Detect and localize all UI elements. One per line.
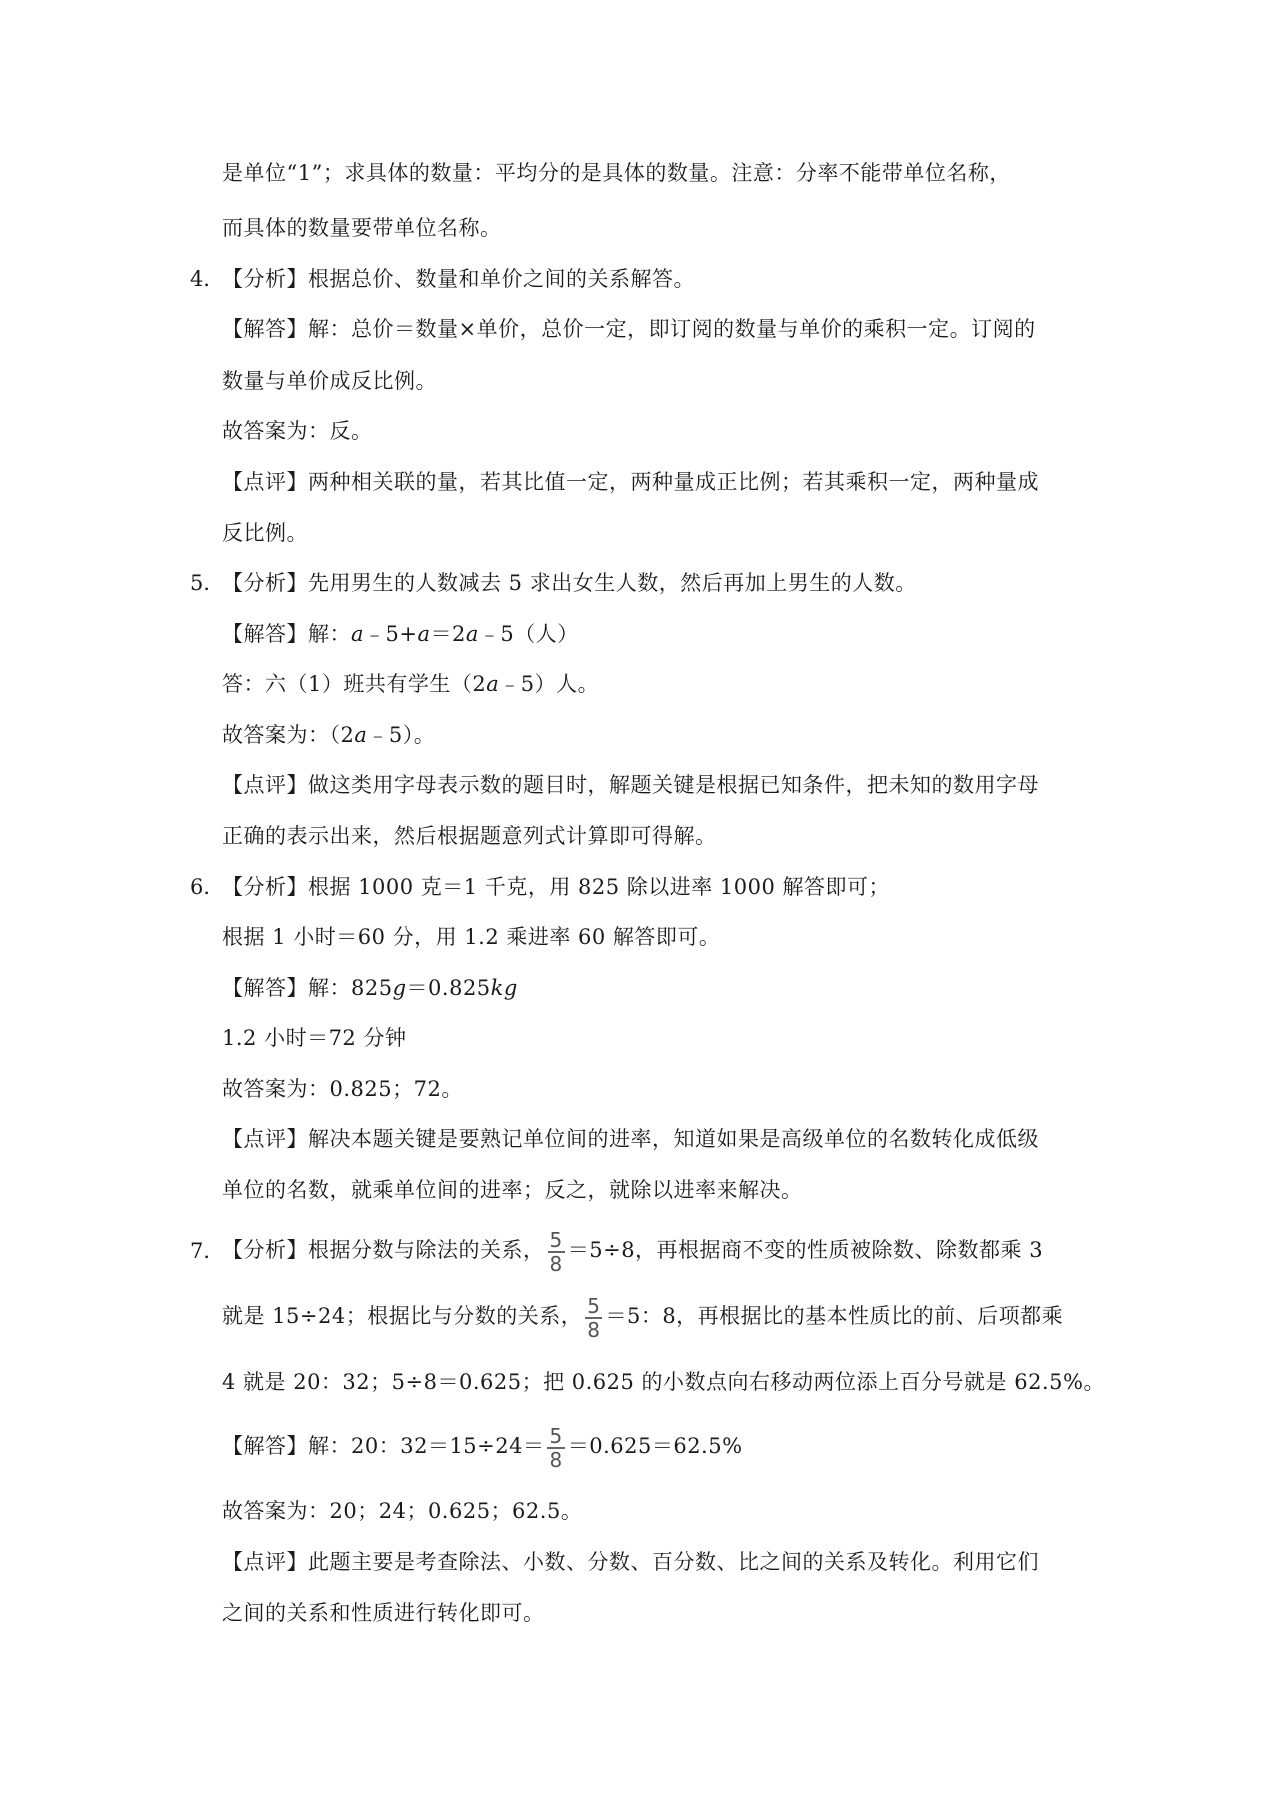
q6-unit-kg: kg	[490, 976, 518, 1000]
q5-answer-end: ﹣5（人）	[478, 622, 579, 646]
q4-number: 4．	[190, 267, 225, 291]
intro-line-1: 是单位“1”；求具体的数量：平均分的是具体的数量。注意：分率不能带单位名称，	[222, 161, 1011, 185]
q7-result: 故答案为：20；24；0.625；62.5。	[222, 1499, 583, 1523]
q7-answer-prefix: 【解答】解：20：32＝15÷24＝	[222, 1434, 545, 1458]
q7-analysis-prefix: 【分析】根据分数与除法的关系，	[222, 1238, 545, 1262]
q5-answer-mid-2: ＝2	[430, 622, 466, 646]
intro-line-2: 而具体的数量要带单位名称。	[222, 216, 502, 240]
q5-answer-mid-1: ﹣5+	[364, 622, 418, 646]
q6-answer-prefix: 【解答】解：825	[222, 976, 393, 1000]
fraction-numerator: 5	[549, 1227, 563, 1252]
q7-analysis2-prefix: 就是 15÷24；根据比与分数的关系，	[222, 1304, 583, 1328]
q4-answer-line-2: 数量与单价成反比例。	[222, 369, 437, 393]
q4-analysis: 【分析】根据总价、数量和单价之间的关系解答。	[222, 267, 695, 291]
q5-reply	[222, 669, 599, 699]
fraction-denominator: 8	[549, 1447, 563, 1472]
q5-number: 5．	[190, 571, 225, 595]
q5-reply-end: ﹣5）人。	[499, 672, 600, 696]
fraction-denominator: 8	[549, 1251, 563, 1276]
q7-analysis-suffix: ＝5÷8，再根据商不变的性质被除数、除数都乘 3	[567, 1238, 1044, 1262]
fraction-denominator: 8	[587, 1317, 601, 1342]
q5-comment-line-2: 正确的表示出来，然后根据题意列式计算即可得解。	[222, 824, 717, 848]
q5-var-a: a	[486, 672, 500, 696]
q5-result-prefix: 故答案为：（2	[222, 723, 355, 747]
q6-analysis-line-2: 根据 1 小时＝60 分，用 1.2 乘进率 60 解答即可。	[222, 925, 721, 949]
fraction-numerator: 5	[549, 1423, 563, 1448]
q5-result	[222, 720, 435, 750]
q7-analysis-line-2	[222, 1290, 1063, 1342]
q4-comment-line-1: 【点评】两种相关联的量，若其比值一定，两种量成正比例；若其乘积一定，两种量成	[222, 470, 1039, 494]
q7-comment-line-1: 【点评】此题主要是考查除法、小数、分数、百分数、比之间的关系及转化。利用它们	[222, 1550, 1039, 1574]
q5-var-a: a	[465, 622, 479, 646]
q5-reply-prefix: 答：六（1）班共有学生（2	[222, 672, 487, 696]
q7-analysis2-suffix: ＝5：8，再根据比的基本性质比的前、后项都乘	[605, 1304, 1064, 1328]
q6-answer-line-2: 1.2 小时＝72 分钟	[222, 1026, 407, 1050]
fraction-numerator: 5	[587, 1293, 601, 1318]
q5-var-a: a	[354, 723, 368, 747]
q7-answer	[222, 1420, 743, 1472]
q5-analysis: 【分析】先用男生的人数减去 5 求出女生人数，然后再加上男生的人数。	[222, 571, 917, 595]
q7-answer-suffix: ＝0.625＝62.5%	[567, 1434, 743, 1458]
q4-result: 故答案为：反。	[222, 419, 373, 443]
q6-unit-g: g	[392, 976, 407, 1000]
q5-var-a: a	[351, 622, 365, 646]
fraction-five-eighths	[547, 1425, 564, 1471]
q7-comment-line-2: 之间的关系和性质进行转化即可。	[222, 1601, 545, 1625]
fraction-five-eighths	[585, 1295, 602, 1341]
q7-analysis-line-3: 4 就是 20：32；5÷8＝0.625；把 0.625 的小数点向右移动两位添上百分号就是 62.5%。	[222, 1370, 1105, 1394]
q5-answer	[222, 619, 579, 649]
q6-result: 故答案为：0.825；72。	[222, 1077, 463, 1101]
q4-comment-line-2: 反比例。	[222, 521, 308, 545]
q6-analysis: 【分析】根据 1000 克＝1 千克，用 825 除以进率 1000 解答即可；	[222, 875, 891, 899]
q5-answer-prefix: 【解答】解：	[222, 622, 351, 646]
q7-analysis-line-1	[222, 1224, 1043, 1276]
q5-var-a: a	[417, 622, 431, 646]
q5-result-end: ﹣5）。	[367, 723, 436, 747]
q6-answer-mid: ＝0.825	[406, 976, 491, 1000]
q6-number: 6．	[190, 875, 225, 899]
fraction-five-eighths	[548, 1229, 565, 1275]
q7-number: 7．	[190, 1239, 225, 1263]
q4-answer-line-1: 【解答】解：总价＝数量×单价，总价一定，即订阅的数量与单价的乘积一定。订阅的	[222, 317, 1036, 341]
q6-comment-line-1: 【点评】解决本题关键是要熟记单位间的进率，知道如果是高级单位的名数转化成低级	[222, 1127, 1039, 1151]
q6-answer	[222, 973, 518, 1003]
q5-comment-line-1: 【点评】做这类用字母表示数的题目时，解题关键是根据已知条件，把未知的数用字母	[222, 773, 1039, 797]
q6-comment-line-2: 单位的名数，就乘单位间的进率；反之，就除以进率来解决。	[222, 1178, 803, 1202]
